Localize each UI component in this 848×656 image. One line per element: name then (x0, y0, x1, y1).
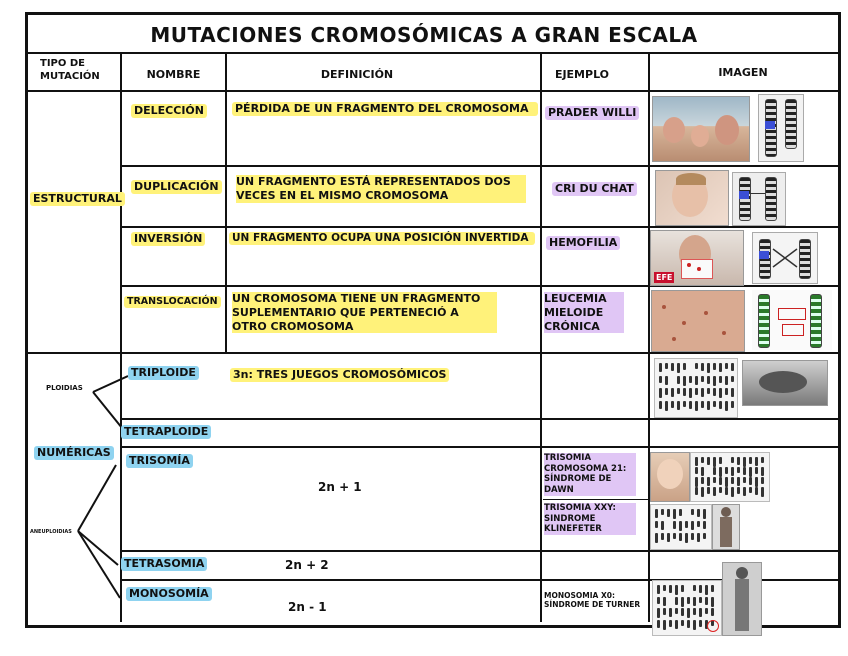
ejemplo-trisomia-21: TRISOMIA CROMOSOMA 21: SÍNDROME DE DAWN (544, 453, 636, 496)
tipo-estructural: ESTRUCTURAL (30, 192, 125, 206)
nombre-tetrasomia: TETRASOMIA (121, 557, 207, 571)
turner-marker (707, 620, 719, 632)
nombre-tetraploide: TETRAPLOIDE (121, 425, 211, 439)
karyotype-trisomy-21 (690, 452, 770, 502)
karyotype-triploid (654, 358, 738, 418)
chromosome-inversion-diagram (752, 232, 818, 284)
nombre-inversion: INVERSIÓN (131, 232, 205, 246)
chromosome-deletion-diagram (758, 94, 804, 162)
definicion-inversion: UN FRAGMENTO OCUPA UNA POSICIÓN INVERTIDA (229, 232, 535, 245)
nombre-trisomia: TRISOMÍA (126, 454, 193, 468)
photo-klinefelter (712, 504, 740, 550)
photo-hemofilia (650, 230, 744, 286)
nombre-translocacion: TRANSLOCACIÓN (124, 296, 221, 308)
header-nombre: NOMBRE (146, 68, 201, 81)
photo-cri-du-chat (655, 170, 729, 226)
nombre-triploide: TRIPLOIDE (128, 366, 199, 380)
definicion-translocacion: UN CROMOSOMA TIENE UN FRAGMENTO SUPLEMENTARIO QUE PERTENECIÓ A OTRO CROMOSOMA (232, 292, 497, 333)
tipo-ploidias: PLOIDIAS (46, 384, 83, 392)
definicion-monosomia: 2n - 1 (288, 600, 327, 614)
definicion-tetrasomia: 2n + 2 (285, 558, 329, 572)
tipo-numericas: NUMÉRICAS (34, 446, 114, 460)
ejemplo-translocacion: LEUCEMIA MIELOIDE CRÓNICA (544, 292, 624, 333)
ejemplo-inversion: HEMOFILIA (546, 236, 620, 250)
definicion-triploide: 3n: TRES JUEGOS CROMOSÓMICOS (230, 368, 449, 382)
page-title: MUTACIONES CROMOSÓMICAS A GRAN ESCALA (150, 23, 698, 47)
ejemplo-trisomia-xxy: TRISOMIA XXY: SINDROME KLINEFETER (544, 503, 636, 535)
header-definicion: DEFINICIÓN (320, 68, 394, 81)
definicion-trisomia: 2n + 1 (318, 480, 362, 494)
photo-turner (722, 562, 762, 636)
image-overlay-text: EFE (656, 273, 673, 282)
chromosome-translocation-diagram (752, 290, 832, 350)
ejemplo-duplicacion: CRI DU CHAT (552, 182, 637, 196)
header-imagen: IMAGEN (718, 66, 768, 79)
nombre-delecion: DELECCIÓN (131, 104, 207, 118)
photo-triploid-fetus (742, 360, 828, 406)
karyotype-klinefelter (650, 504, 712, 550)
header-tipo: TIPO DE MUTACIÓN (40, 58, 100, 82)
nombre-duplicacion: DUPLICACIÓN (131, 180, 222, 194)
nombre-monosomia: MONOSOMÍA (126, 587, 212, 601)
ejemplo-delecion: PRADER WILLI (545, 106, 639, 120)
definicion-delecion: PÉRDIDA DE UN FRAGMENTO DEL CROMOSOMA (232, 102, 538, 116)
definicion-duplicacion: UN FRAGMENTO ESTÁ REPRESENTADOS DOS VECES EN EL MISMO CROMOSOMA (236, 175, 526, 203)
chromosome-duplication-diagram (732, 172, 786, 226)
photo-prader-willi (652, 96, 750, 162)
header-ejemplo: EJEMPLO (554, 68, 610, 81)
ejemplo-monosomia: MONOSOMIA X0: SÍNDROME DE TURNER (544, 591, 641, 610)
photo-leucemia (651, 290, 745, 352)
photo-down-syndrome (650, 452, 690, 502)
tipo-aneuploidias: ANEUPLOIDIAS (30, 529, 72, 535)
